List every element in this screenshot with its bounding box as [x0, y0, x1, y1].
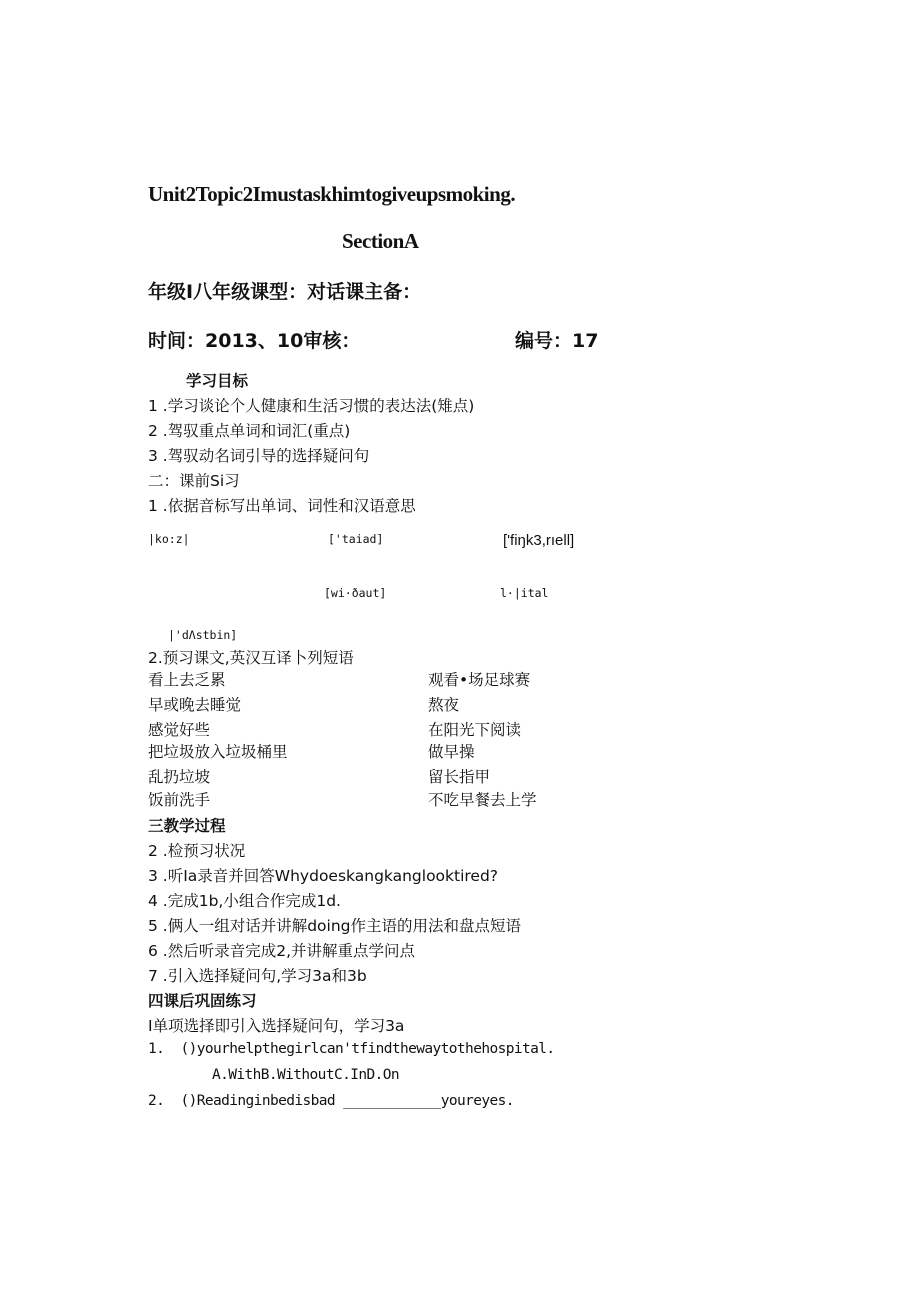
phonetic-3: ['fiŋk3,rıell] [503, 532, 575, 549]
phrase-left: 把垃圾放入垃圾桶里 [148, 743, 288, 761]
process-item: 5 .俩人一组对话并讲解doing作主语的用法和盘点短语 [148, 917, 522, 935]
document-title: Unit2Topic2Imustaskhimtogiveupsmoking. [148, 182, 516, 206]
time-line: 时间：2013、10审核： [148, 330, 361, 352]
question-1-options: A.WithB.WithoutC.InD.On [212, 1067, 399, 1083]
preview-task1: 1 .依据音标写出单词、词性和汉语意思 [148, 497, 416, 515]
process-heading: 三教学过程 [148, 817, 226, 835]
preview-heading: 二：课前Si习 [148, 472, 240, 490]
objective-item: 3 .驾驭动名词引导的选择疑问句 [148, 447, 370, 465]
phrase-right: 留长指甲 [428, 768, 491, 786]
question-2-suffix: youreyes. [440, 1093, 514, 1109]
phrase-left: 看上去乏累 [148, 671, 226, 689]
process-item: 3 .听Ia录音并回答Whydoeskangkanglooktired? [148, 867, 499, 885]
phrase-left: 饭前洗手 [148, 791, 211, 809]
practice-intro: I单项选择即引入选择疑问句，学习3a [148, 1017, 405, 1035]
process-item: 6 .然后听录音完成2,并讲解重点学问点 [148, 942, 416, 960]
phonetic-4: [wi·ðaut] [324, 586, 387, 600]
question-2 [148, 1093, 514, 1109]
grade-line: 年级I八年级课型：对话课主备： [148, 281, 422, 303]
practice-heading: 四课后巩固练习 [148, 992, 257, 1010]
phrase-left: 早或晚去睡觉 [148, 696, 242, 714]
phrase-right: 观看•场足球赛 [428, 671, 531, 689]
answer-blank: ____________ [343, 1093, 441, 1109]
section-title: SectionA [342, 229, 419, 253]
objectives-heading: 学习目标 [186, 372, 249, 390]
question-2-prefix: 2. ()Readinginbedisbad [148, 1093, 335, 1109]
process-item: 2 .检预习状况 [148, 842, 246, 860]
process-item: 7 .引入选择疑问句,学习3a和3b [148, 967, 367, 985]
objective-item: 2 .驾驭重点单词和词汇(重点) [148, 422, 351, 440]
phrase-left: 感觉好些 [148, 721, 211, 739]
phonetic-5: l·|ital [500, 586, 549, 600]
objective-item: 1 .学习谈论个人健康和生活习惯的表达法(雉点) [148, 397, 475, 415]
phonetic-6: |'dΛstbin] [168, 628, 238, 642]
phrase-left: 乱扔垃坡 [148, 768, 211, 786]
phrase-right: 做早操 [428, 743, 475, 761]
phonetic-2: ['taiad] [328, 532, 384, 546]
preview-task2: 2.预习课文,英汉互译卜列短语 [148, 649, 354, 667]
question-1: 1. ()yourhelpthegirlcan'tfindthewaytothehospital. [148, 1041, 555, 1057]
phrase-right: 不吃早餐去上学 [428, 791, 537, 809]
phrase-right: 在阳光下阅读 [428, 721, 522, 739]
number-line: 编号：17 [515, 330, 599, 352]
phonetic-1: |ko:z| [148, 532, 190, 546]
phrase-right: 熬夜 [428, 696, 460, 714]
process-item: 4 .完成1b,小组合作完成1d. [148, 892, 341, 910]
